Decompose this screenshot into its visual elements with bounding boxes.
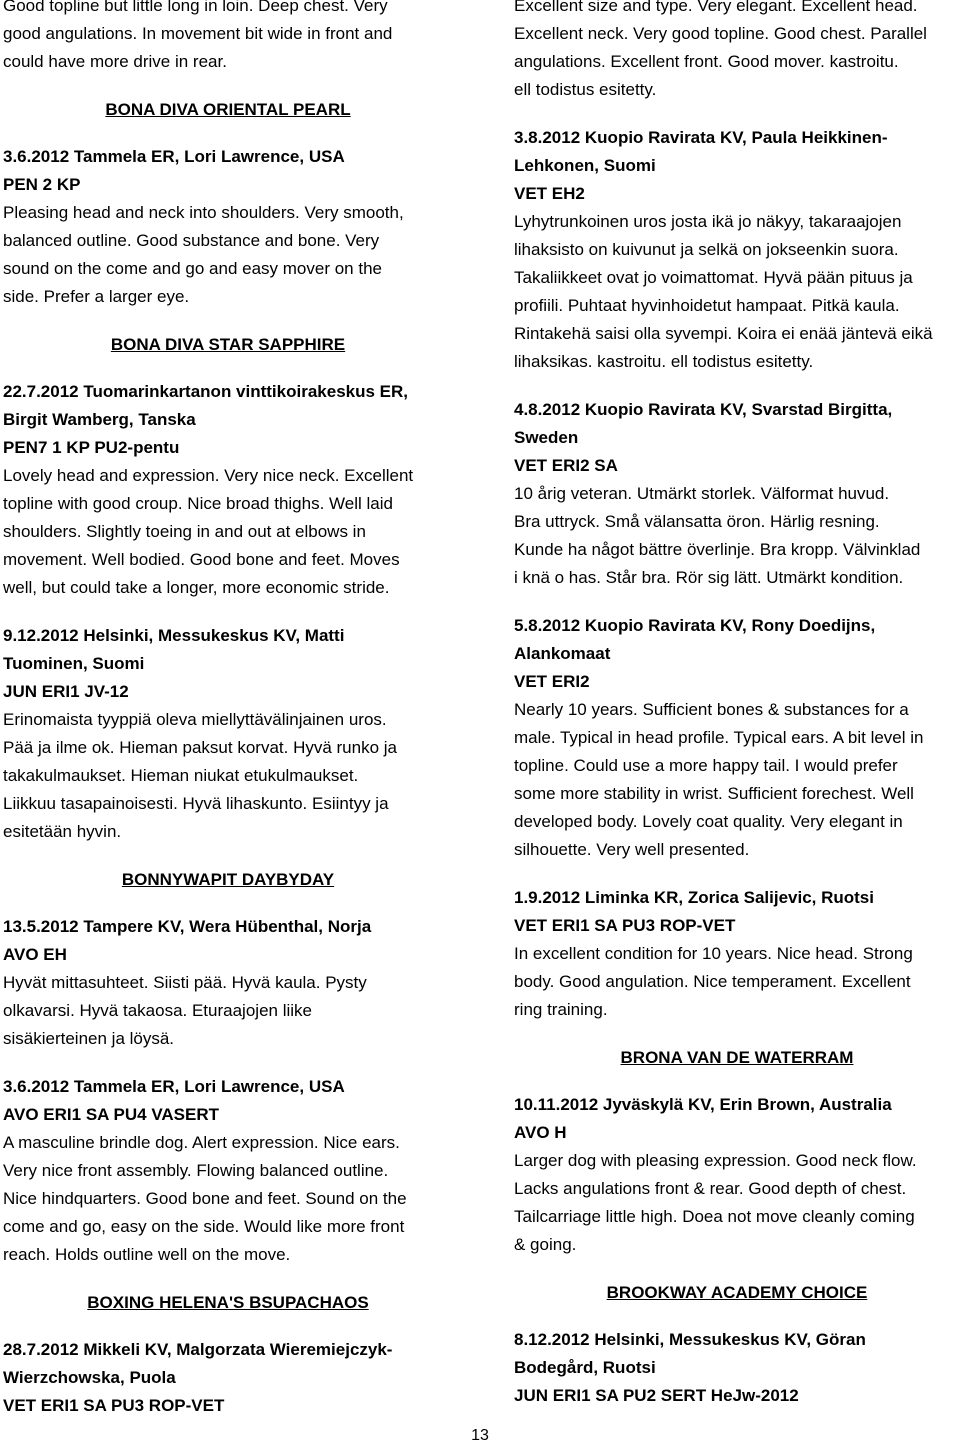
entry-heading-line: Tuominen, Suomi	[3, 654, 145, 673]
critique-line: silhouette. Very well presented.	[514, 840, 750, 859]
entry-heading-line: JUN ERI1 JV-12	[3, 682, 129, 701]
entry-heading-line: 13.5.2012 Tampere KV, Wera Hübenthal, Norja	[3, 917, 372, 936]
dog-name-bona-diva-star-sapphire: BONA DIVA STAR SAPPHIRE	[110, 335, 346, 354]
critique-line: topline with good croup. Nice broad thighs. Well laid	[3, 494, 393, 513]
critique-line: Hyvät mittasuhteet. Siisti pää. Hyvä kaula. Pysty	[3, 973, 367, 992]
dog-name-boxing-helenas-bsupachaos: BOXING HELENA'S BSUPACHAOS	[87, 1293, 369, 1312]
entry-heading-line: 22.7.2012 Tuomarinkartanon vinttikoirakeskus ER,	[3, 382, 409, 401]
entry-heading-line: Sweden	[514, 428, 579, 447]
entry-heading-line: 5.8.2012 Kuopio Ravirata KV, Rony Doedijns,	[514, 616, 876, 635]
critique-line: male. Typical in head profile. Typical ears. A bit level in	[514, 728, 924, 747]
critique-line: Bra uttryck. Små välansatta öron. Härlig resning.	[514, 512, 880, 531]
critique-line: Lyhytrunkoinen uros josta ikä jo näkyy, takaraajojen	[514, 212, 902, 231]
critique-line: Tailcarriage little high. Doea not move cleanly coming	[514, 1207, 915, 1226]
critique-line: well, but could take a longer, more economic stride.	[3, 578, 390, 597]
judging-entry	[514, 612, 960, 864]
critique-line: topline. Could use a more happy tail. I would prefer	[514, 756, 898, 775]
judging-entry	[514, 1326, 960, 1410]
entry-heading-line: AVO ERI1 SA PU4 VASERT	[3, 1105, 220, 1124]
entry-heading-line: 9.12.2012 Helsinki, Messukeskus KV, Matti	[3, 626, 345, 645]
critique-line: Good topline but little long in loin. Deep chest. Very	[3, 0, 388, 15]
critique-line: could have more drive in rear.	[3, 52, 227, 71]
critique-line: Larger dog with pleasing expression. Good neck flow.	[514, 1151, 917, 1170]
dog-entries-boxing-helenas-bsupachaos	[3, 1336, 453, 1420]
entry-heading-line: PEN 2 KP	[3, 175, 81, 194]
right-column	[514, 0, 960, 1410]
judging-entry	[514, 396, 960, 592]
judging-entry	[3, 622, 453, 846]
entry-heading-line: 4.8.2012 Kuopio Ravirata KV, Svarstad Birgitta,	[514, 400, 893, 419]
left-column	[3, 0, 453, 1420]
dog-entries-continued	[514, 124, 960, 1024]
critique-line: body. Good angulation. Nice temperament. Excellent	[514, 972, 911, 991]
entry-heading-line: VET ERI1 SA PU3 ROP-VET	[3, 1396, 225, 1415]
critique-line: Kunde ha något bättre överlinje. Bra kropp. Välvinklad	[514, 540, 921, 559]
critique-line: movement. Well bodied. Good bone and feet. Moves	[3, 550, 400, 569]
entry-heading-line: Birgit Wamberg, Tanska	[3, 410, 196, 429]
critique-line: profiili. Puhtaat hyvinhoidetut hampaat. Pitkä kaula.	[514, 296, 900, 315]
critique-line: Excellent neck. Very good topline. Good chest. Parallel	[514, 24, 927, 43]
judging-entry	[514, 884, 960, 1024]
critique-line: side. Prefer a larger eye.	[3, 287, 190, 306]
judging-entry	[514, 124, 960, 376]
critique-line: come and go, easy on the side. Would like more front	[3, 1217, 405, 1236]
entry-heading-line: VET ERI1 SA PU3 ROP-VET	[514, 916, 736, 935]
dog-name-bonnywapit-daybyday: BONNYWAPIT DAYBYDAY	[121, 870, 335, 889]
critique-line: Lacks angulations front & rear. Good depth of chest.	[514, 1179, 907, 1198]
critique-line: In excellent condition for 10 years. Nice head. Strong	[514, 944, 913, 963]
dog-entries-bonnywapit-daybyday	[3, 913, 453, 1269]
entry-heading-line: AVO H	[514, 1123, 567, 1142]
critique-line: Takaliikkeet ovat jo voimattomat. Hyvä pään pituus ja	[514, 268, 913, 287]
critique-line: Pää ja ilme ok. Hieman paksut korvat. Hyvä runko ja	[3, 738, 398, 757]
entry-heading-line: PEN7 1 KP PU2-pentu	[3, 438, 180, 457]
judging-entry	[3, 143, 453, 311]
dog-name-brona-van-de-waterram: BRONA VAN DE WATERRAM	[620, 1048, 854, 1067]
judging-entry	[3, 1073, 453, 1269]
entry-heading-line: AVO EH	[3, 945, 67, 964]
critique-line: balanced outline. Good substance and bone. Very	[3, 231, 380, 250]
critique-line: Lovely head and expression. Very nice neck. Excellent	[3, 466, 414, 485]
entry-heading-line: Alankomaat	[514, 644, 611, 663]
entry-heading-line: Bodegård, Ruotsi	[514, 1358, 656, 1377]
judging-entry	[3, 913, 453, 1053]
critique-line: lihaksikas. kastroitu. ell todistus esitetty.	[514, 352, 814, 371]
critique-line: some more stability in wrist. Sufficient forechest. Well	[514, 784, 914, 803]
judging-entry	[3, 1336, 453, 1420]
entry-heading-line: 1.9.2012 Liminka KR, Zorica Salijevic, Ruotsi	[514, 888, 874, 907]
entry-heading-line: 3.8.2012 Kuopio Ravirata KV, Paula Heikkinen-	[514, 128, 888, 147]
dog-entries-brona-van-de-waterram	[514, 1091, 960, 1259]
entry-heading-line: JUN ERI1 SA PU2 SERT HeJw-2012	[514, 1386, 799, 1405]
critique-line: developed body. Lovely coat quality. Very elegant in	[514, 812, 903, 831]
entry-heading-line: 10.11.2012 Jyväskylä KV, Erin Brown, Australia	[514, 1095, 892, 1114]
dog-name-brookway-academy-choice: BROOKWAY ACADEMY CHOICE	[606, 1283, 868, 1302]
critique-line: sound on the come and go and easy mover on the	[3, 259, 382, 278]
entry-heading-line: Lehkonen, Suomi	[514, 156, 656, 175]
dog-entries-bona-diva-star-sapphire	[3, 378, 453, 846]
entry-heading-line: 28.7.2012 Mikkeli KV, Malgorzata Wieremiejczyk-	[3, 1340, 393, 1359]
critique-line: Liikkuu tasapainoisesti. Hyvä lihaskunto. Esiintyy ja	[3, 794, 389, 813]
dog-entries-bona-diva-oriental-pearl	[3, 143, 453, 311]
entry-heading-line: 8.12.2012 Helsinki, Messukeskus KV, Göran	[514, 1330, 866, 1349]
critique-line: A masculine brindle dog. Alert expression. Nice ears.	[3, 1133, 400, 1152]
critique-line: ell todistus esitetty.	[514, 80, 657, 99]
dog-name-bona-diva-oriental-pearl: BONA DIVA ORIENTAL PEARL	[105, 100, 351, 119]
entry-heading-line: Wierzchowska, Puola	[3, 1368, 176, 1387]
critique-line: esitetään hyvin.	[3, 822, 122, 841]
entry-heading-line: 3.6.2012 Tammela ER, Lori Lawrence, USA	[3, 1077, 345, 1096]
critique-line: i knä o has. Står bra. Rör sig lätt. Utmärkt kondition.	[514, 568, 904, 587]
critique-line: Nearly 10 years. Sufficient bones & substances for a	[514, 700, 909, 719]
right-intro-paragraph	[514, 0, 960, 104]
entry-heading-line: VET ERI2	[514, 672, 590, 691]
judging-entry	[3, 378, 453, 602]
critique-line: takakulmaukset. Hieman niukat etukulmaukset.	[3, 766, 359, 785]
critique-line: Rintakehä saisi olla syvempi. Koira ei enää jäntevä eikä	[514, 324, 933, 343]
critique-line: ring training.	[514, 1000, 608, 1019]
entry-heading-line: VET ERI2 SA	[514, 456, 618, 475]
critique-line: sisäkierteinen ja löysä.	[3, 1029, 175, 1048]
entry-heading-line: 3.6.2012 Tammela ER, Lori Lawrence, USA	[3, 147, 345, 166]
entry-heading-line: VET EH2	[514, 184, 585, 203]
critique-line: lihaksisto on kuivunut ja selkä on jokseenkin suora.	[514, 240, 899, 259]
judging-entry	[514, 1091, 960, 1259]
critique-line: angulations. Excellent front. Good mover. kastroitu.	[514, 52, 899, 71]
critique-line: olkavarsi. Hyvä takaosa. Eturaajojen liike	[3, 1001, 312, 1020]
critique-line: & going.	[514, 1235, 577, 1254]
dog-entries-brookway-academy-choice	[514, 1326, 960, 1410]
critique-line: Excellent size and type. Very elegant. Excellent head.	[514, 0, 918, 15]
page-number: 13	[471, 1427, 489, 1444]
critique-line: Pleasing head and neck into shoulders. Very smooth,	[3, 203, 404, 222]
critique-line: Nice hindquarters. Good bone and feet. Sound on the	[3, 1189, 407, 1208]
critique-line: Very nice front assembly. Flowing balanced outline.	[3, 1161, 389, 1180]
critique-line: good angulations. In movement bit wide in front and	[3, 24, 393, 43]
critique-line: 10 årig veteran. Utmärkt storlek. Välformat huvud.	[514, 484, 890, 503]
critique-line: reach. Holds outline well on the move.	[3, 1245, 291, 1264]
critique-line: shoulders. Slightly toeing in and out at elbows in	[3, 522, 366, 541]
critique-line: Erinomaista tyyppiä oleva miellyttävälinjainen uros.	[3, 710, 387, 729]
left-intro-paragraph	[3, 0, 453, 76]
